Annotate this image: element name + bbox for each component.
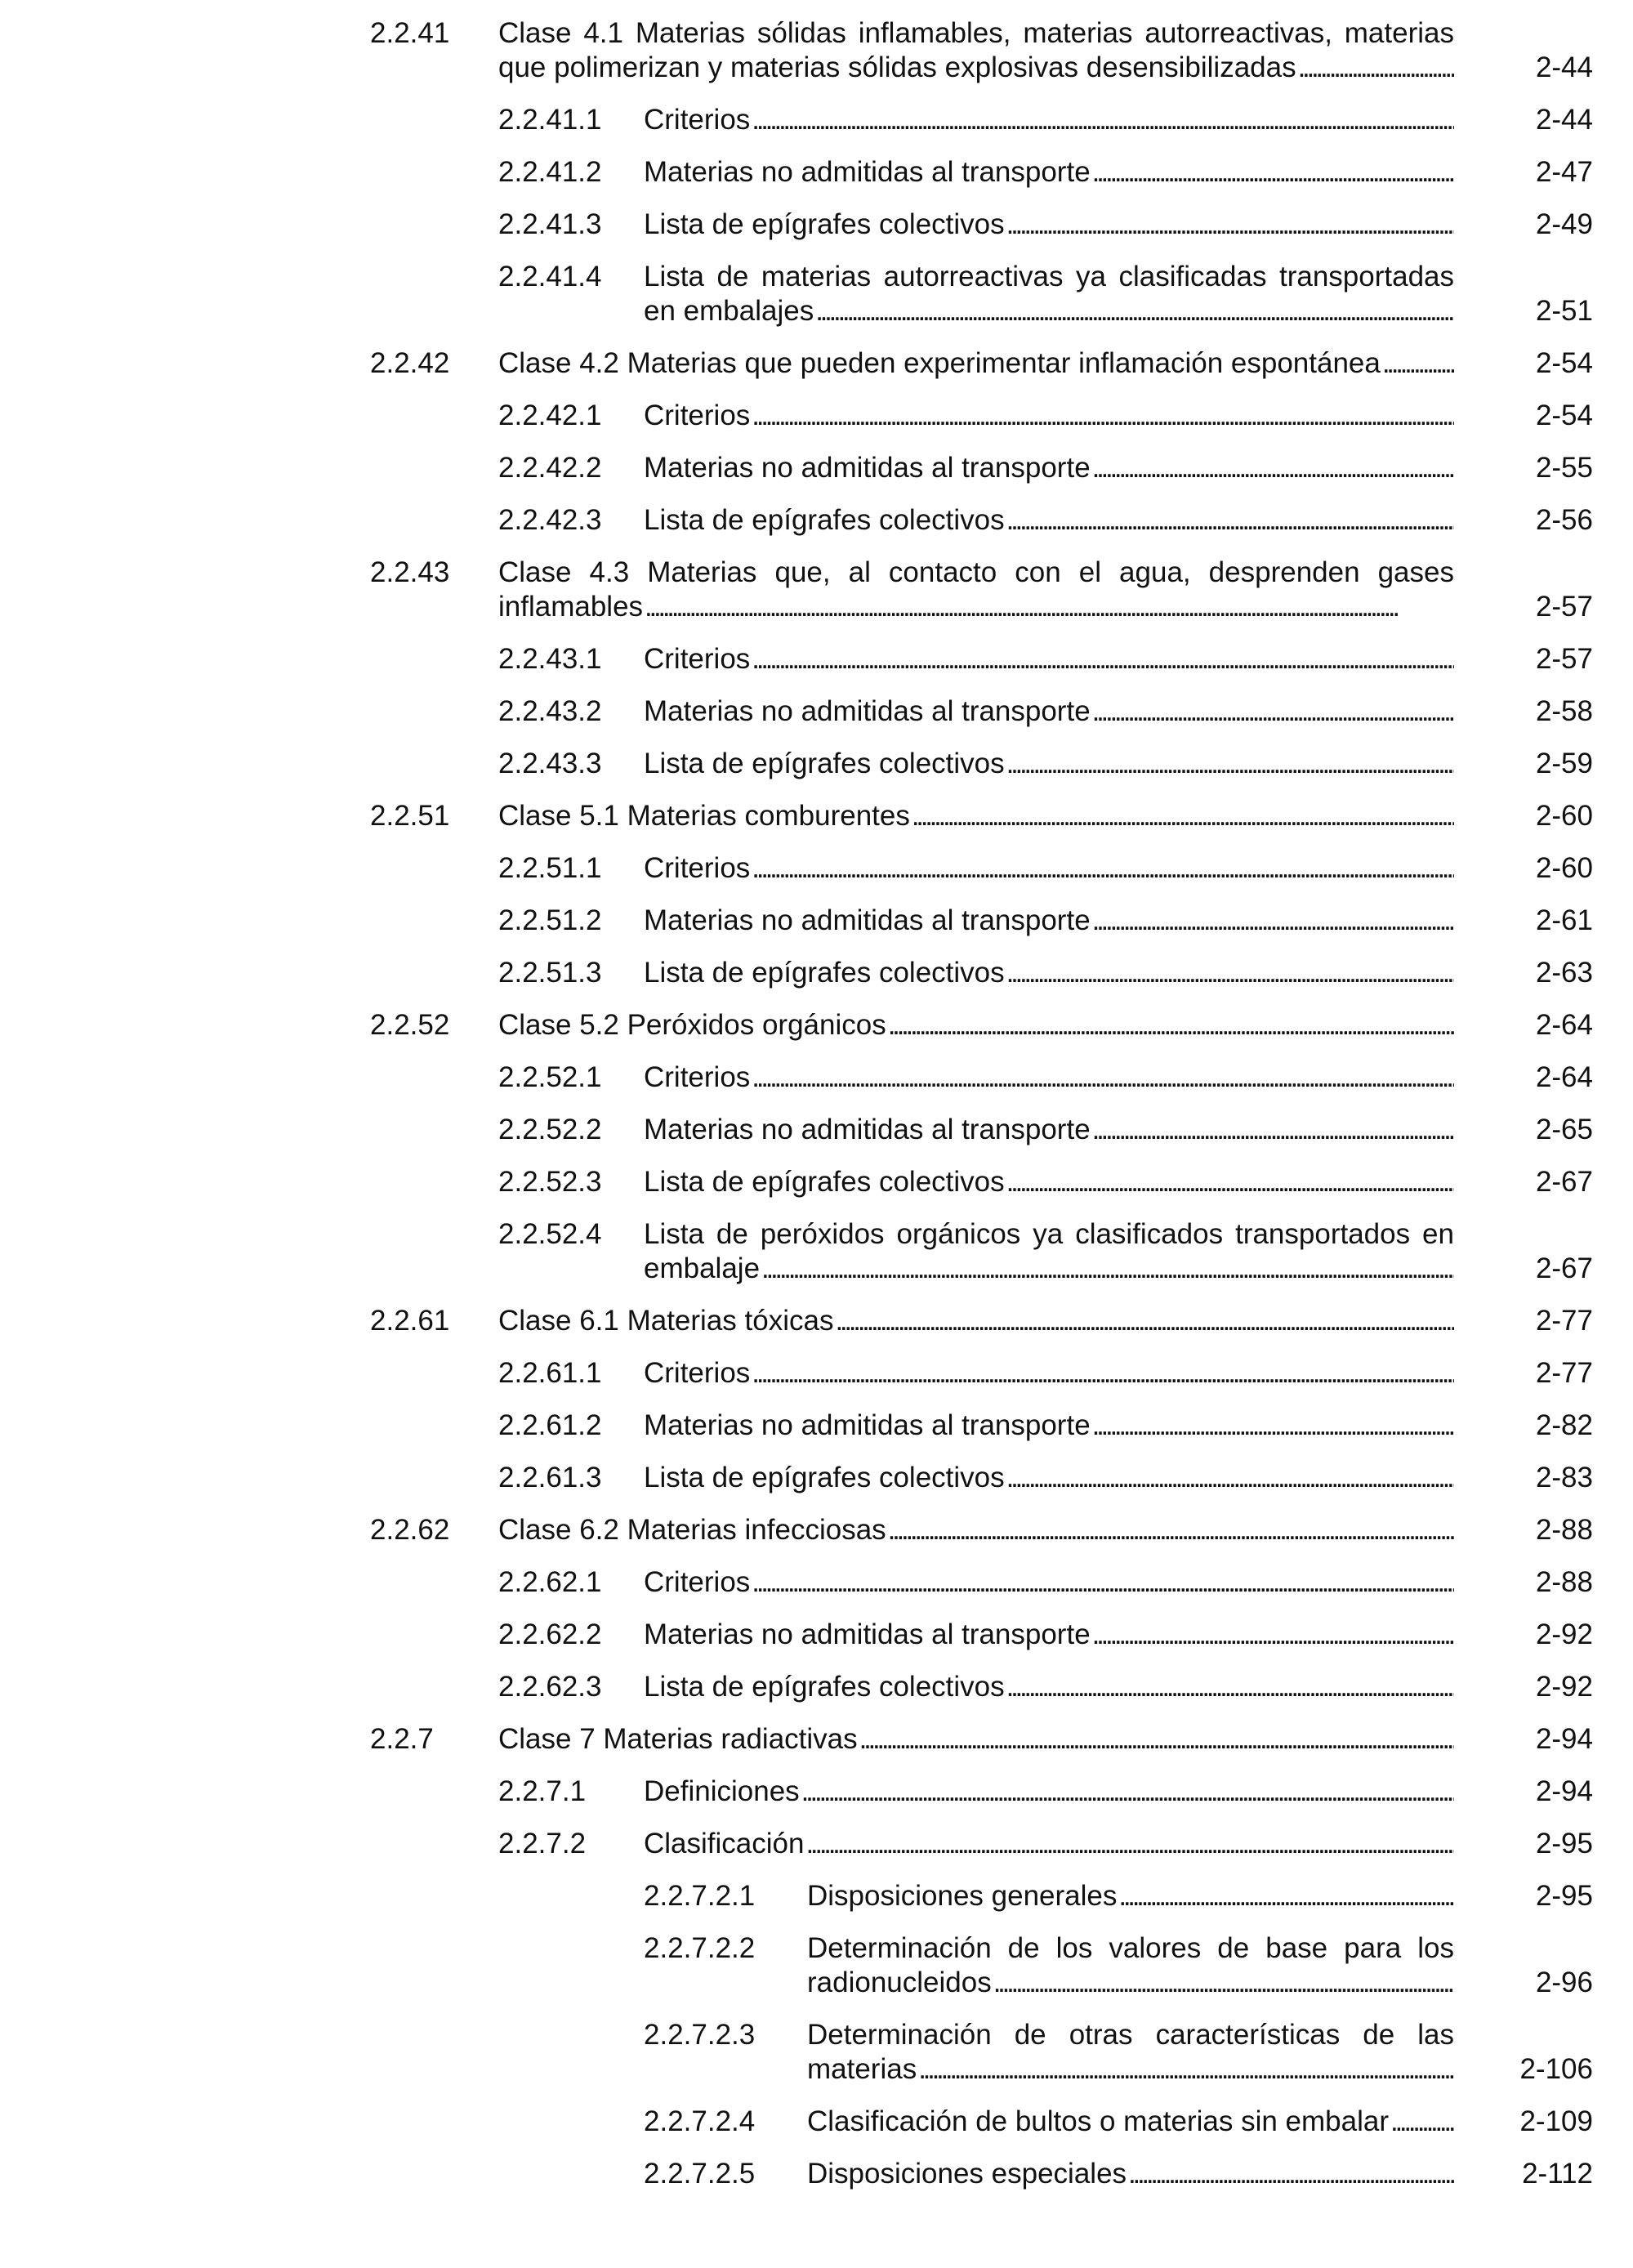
toc-entry-number: 2.2.41.2	[498, 156, 602, 188]
toc-entry-page: 2-88	[1535, 1566, 1593, 1598]
toc-entry-title: Criterios . . .	[644, 103, 1454, 137]
toc-entry-page: 2-92	[1535, 1671, 1593, 1703]
toc-entry-page: 2-88	[1535, 1514, 1593, 1546]
toc-entry-title: Criterios . . .	[644, 1565, 1454, 1600]
toc-entry[interactable]	[0, 1565, 1633, 1600]
toc-entry-number: 2.2.52	[370, 1009, 450, 1041]
toc-entry-page: 2-67	[1535, 1252, 1593, 1284]
toc-entry-title: Clasificación . . .	[644, 1827, 1454, 1861]
toc-entry-number: 2.2.52.4	[498, 1218, 602, 1250]
toc-entry-title: Clase 4.2 Materias que pueden experimentar inflamación espontánea . . .	[498, 346, 1454, 381]
toc-entry-number: 2.2.43.1	[498, 643, 602, 675]
toc-entry-number: 2.2.62	[370, 1514, 450, 1546]
toc-entry-page: 2-95	[1535, 1828, 1593, 1859]
toc-entry[interactable]	[0, 1008, 1633, 1042]
toc-entry-number: 2.2.7.2	[498, 1828, 587, 1859]
toc-entry-page: 2-64	[1535, 1009, 1593, 1041]
toc-entry-title: Criterios . . .	[644, 642, 1454, 676]
toc-entry-title: Clase 4.1 Materias sólidas inflamables, materias autorreactivas, materias que polimerizan y materias sólidas explosivas desensibilizadas . . .	[498, 16, 1454, 85]
toc-entry-number: 2.2.62.1	[498, 1566, 602, 1598]
toc-entry-number: 2.2.7.2.5	[644, 2158, 756, 2190]
toc-entry-number: 2.2.61.2	[498, 1409, 602, 1441]
toc-entry-number: 2.2.41	[370, 17, 450, 49]
toc-entry-number: 2.2.43.3	[498, 748, 602, 779]
toc-entry-title: Criterios . . .	[644, 1060, 1454, 1095]
toc-entry-title: Disposiciones generales . . .	[807, 1879, 1454, 1913]
toc-entry-page: 2-63	[1535, 957, 1593, 989]
toc-entry-title: Materias no admitidas al transporte . . .	[644, 1409, 1454, 1443]
toc-entry[interactable]	[0, 1827, 1633, 1861]
toc-entry[interactable]	[0, 1461, 1633, 1495]
toc-entry[interactable]	[0, 1409, 1633, 1443]
toc-entry-title: Criterios . . .	[644, 851, 1454, 886]
toc-entry-page: 2-57	[1535, 643, 1593, 675]
toc-entry[interactable]	[0, 1722, 1633, 1757]
toc-entry-number: 2.2.7.1	[498, 1775, 587, 1807]
toc-entry[interactable]	[0, 260, 1633, 328]
toc-entry-page: 2-94	[1535, 1723, 1593, 1755]
toc-entry-page: 2-94	[1535, 1775, 1593, 1807]
toc-entry-page: 2-83	[1535, 1462, 1593, 1493]
toc-entry-page: 2-44	[1535, 51, 1593, 83]
toc-entry[interactable]	[0, 1356, 1633, 1391]
toc-entry-page: 2-51	[1535, 295, 1593, 327]
toc-entry[interactable]	[0, 155, 1633, 190]
toc-entry[interactable]	[0, 1618, 1633, 1652]
toc-entry[interactable]	[0, 1165, 1633, 1199]
toc-entry[interactable]	[0, 2157, 1633, 2191]
toc-entry[interactable]	[0, 1060, 1633, 1095]
toc-entry-title: Lista de materias autorreactivas ya clasificadas transportadas en embalajes . . .	[644, 260, 1454, 328]
toc-entry-number: 2.2.52.2	[498, 1114, 602, 1145]
toc-entry-number: 2.2.42.1	[498, 400, 602, 431]
toc-entry-page: 2-56	[1535, 504, 1593, 536]
toc-entry-page: 2-61	[1535, 904, 1593, 936]
toc-entry-title: Lista de epígrafes colectivos . . .	[644, 747, 1454, 781]
toc-entry-page: 2-44	[1535, 104, 1593, 136]
toc-entry[interactable]	[0, 642, 1633, 676]
toc-entry-number: 2.2.41.3	[498, 208, 602, 240]
toc-entry-title: Lista de epígrafes colectivos . . .	[644, 208, 1454, 242]
toc-entry-page: 2-96	[1535, 1967, 1593, 1998]
toc-entry-page: 2-55	[1535, 452, 1593, 484]
toc-entry-page: 2-49	[1535, 208, 1593, 240]
toc-entry-title: Criterios . . .	[644, 399, 1454, 433]
toc-entry-page: 2-58	[1535, 695, 1593, 727]
toc-entry-number: 2.2.42	[370, 347, 450, 379]
toc-entry-number: 2.2.7	[370, 1723, 434, 1755]
toc-entry-number: 2.2.61.3	[498, 1462, 602, 1493]
toc-entry-title: Determinación de otras características de las materias . . .	[807, 2018, 1454, 2087]
toc-entry-title: Determinación de los valores de base para los radionucleidos . . .	[807, 1931, 1454, 2000]
toc-entry-title: Lista de peróxidos orgánicos ya clasificados transportados en embalaje . . .	[644, 1217, 1454, 1286]
toc-entry-number: 2.2.43	[370, 556, 450, 588]
toc-entry-page: 2-67	[1535, 1166, 1593, 1198]
toc-entry-page: 2-57	[1535, 591, 1593, 623]
toc-entry-page: 2-106	[1519, 2053, 1593, 2085]
toc-entry-title: Clase 6.2 Materias infecciosas . . .	[498, 1513, 1454, 1547]
toc-entry-title: Criterios . . .	[644, 1356, 1454, 1391]
toc-entry-number: 2.2.51	[370, 800, 450, 832]
toc-entry-page: 2-65	[1535, 1114, 1593, 1145]
toc-entry-number: 2.2.51.2	[498, 904, 602, 936]
toc-entry[interactable]	[0, 1113, 1633, 1147]
toc-entry-page: 2-54	[1535, 400, 1593, 431]
toc-entry-title: Materias no admitidas al transporte . . .	[644, 904, 1454, 938]
toc-entry-page: 2-77	[1535, 1305, 1593, 1337]
toc-entry-title: Clase 7 Materias radiactivas . . .	[498, 1722, 1454, 1757]
toc-entry[interactable]	[0, 799, 1633, 833]
toc-entry-page: 2-82	[1535, 1409, 1593, 1441]
toc-entry-title: Lista de epígrafes colectivos . . .	[644, 956, 1454, 990]
toc-entry-number: 2.2.41.4	[498, 261, 602, 292]
toc-entry-title: Lista de epígrafes colectivos . . .	[644, 1670, 1454, 1704]
toc-entry-title: Materias no admitidas al transporte . . .	[644, 1113, 1454, 1147]
toc-entry[interactable]	[0, 103, 1633, 137]
toc-entry-page: 2-112	[1522, 2158, 1593, 2190]
toc-entry-number: 2.2.52.1	[498, 1061, 602, 1093]
toc-entry-title: Lista de epígrafes colectivos . . .	[644, 1165, 1454, 1199]
toc-entry-title: Materias no admitidas al transporte . . .	[644, 451, 1454, 485]
toc-entry-title: Lista de epígrafes colectivos . . .	[644, 503, 1454, 538]
toc-entry[interactable]	[0, 1513, 1633, 1547]
toc-entry-number: 2.2.42.3	[498, 504, 602, 536]
toc-entry-page: 2-64	[1535, 1061, 1593, 1093]
toc-entry[interactable]	[0, 1670, 1633, 1704]
toc-entry[interactable]	[0, 1304, 1633, 1338]
toc-entry-title: Materias no admitidas al transporte . . .	[644, 1618, 1454, 1652]
toc-entry[interactable]	[0, 2105, 1633, 2139]
toc-entry-page: 2-95	[1535, 1880, 1593, 1912]
toc-entry-number: 2.2.7.2.2	[644, 1932, 756, 1964]
toc-entry-number: 2.2.51.1	[498, 852, 602, 884]
toc-entry-page: 2-92	[1535, 1618, 1593, 1650]
toc-entry-number: 2.2.51.3	[498, 957, 602, 989]
toc-entry-page: 2-77	[1535, 1357, 1593, 1389]
toc-entry[interactable]	[0, 399, 1633, 433]
toc-entry[interactable]	[0, 956, 1633, 990]
toc-entry-title: Clasificación de bultos o materias sin embalar . . .	[807, 2105, 1454, 2139]
toc-entry[interactable]	[0, 694, 1633, 729]
toc-entry-number: 2.2.41.1	[498, 104, 602, 136]
toc-entry[interactable]	[0, 747, 1633, 781]
toc-entry[interactable]	[0, 904, 1633, 938]
toc-entry[interactable]	[0, 1775, 1633, 1809]
toc-entry-title: Definiciones . . .	[644, 1775, 1454, 1809]
toc-entry-page: 2-54	[1535, 347, 1593, 379]
toc-entry-title: Clase 6.1 Materias tóxicas . . .	[498, 1304, 1454, 1338]
toc-entry-number: 2.2.62.3	[498, 1671, 602, 1703]
toc-entry[interactable]	[0, 1931, 1633, 2000]
toc-entry-title: Materias no admitidas al transporte . . .	[644, 155, 1454, 190]
toc-entry-number: 2.2.7.2.1	[644, 1880, 756, 1912]
toc-entry-page: 2-60	[1535, 852, 1593, 884]
toc-entry[interactable]	[0, 556, 1633, 624]
toc-entry-number: 2.2.52.3	[498, 1166, 602, 1198]
toc-entry-title: Clase 5.2 Peróxidos orgánicos . . .	[498, 1008, 1454, 1042]
toc-entry[interactable]	[0, 1217, 1633, 1286]
toc-entry-title: Disposiciones especiales . . .	[807, 2157, 1454, 2191]
toc-entry-number: 2.2.61	[370, 1305, 450, 1337]
toc-entry[interactable]	[0, 16, 1633, 85]
toc-entry-number: 2.2.62.2	[498, 1618, 602, 1650]
toc-entry[interactable]	[0, 1879, 1633, 1913]
toc-entry-number: 2.2.7.2.3	[644, 2019, 756, 2051]
toc-entry[interactable]	[0, 208, 1633, 242]
toc-entry-title: Clase 5.1 Materias comburentes . . .	[498, 799, 1454, 833]
toc-entry-number: 2.2.7.2.4	[644, 2105, 756, 2137]
toc-entry[interactable]	[0, 346, 1633, 381]
toc-entry-page: 2-60	[1535, 800, 1593, 832]
toc-entry[interactable]	[0, 451, 1633, 485]
toc-entry-title: Lista de epígrafes colectivos . . .	[644, 1461, 1454, 1495]
toc-entry[interactable]	[0, 851, 1633, 886]
toc-entry-page: 2-59	[1535, 748, 1593, 779]
toc-entry-page: 2-47	[1535, 156, 1593, 188]
toc-entry-number: 2.2.61.1	[498, 1357, 602, 1389]
toc-entry[interactable]	[0, 2018, 1633, 2087]
toc-entry-page: 2-109	[1519, 2105, 1593, 2137]
toc-entry-title: Clase 4.3 Materias que, al contacto con el agua, desprenden gases inflamables . . .	[498, 556, 1454, 624]
toc-entry-title: Materias no admitidas al transporte . . .	[644, 694, 1454, 729]
toc-entry[interactable]	[0, 503, 1633, 538]
toc-entry-number: 2.2.42.2	[498, 452, 602, 484]
toc-entry-number: 2.2.43.2	[498, 695, 602, 727]
